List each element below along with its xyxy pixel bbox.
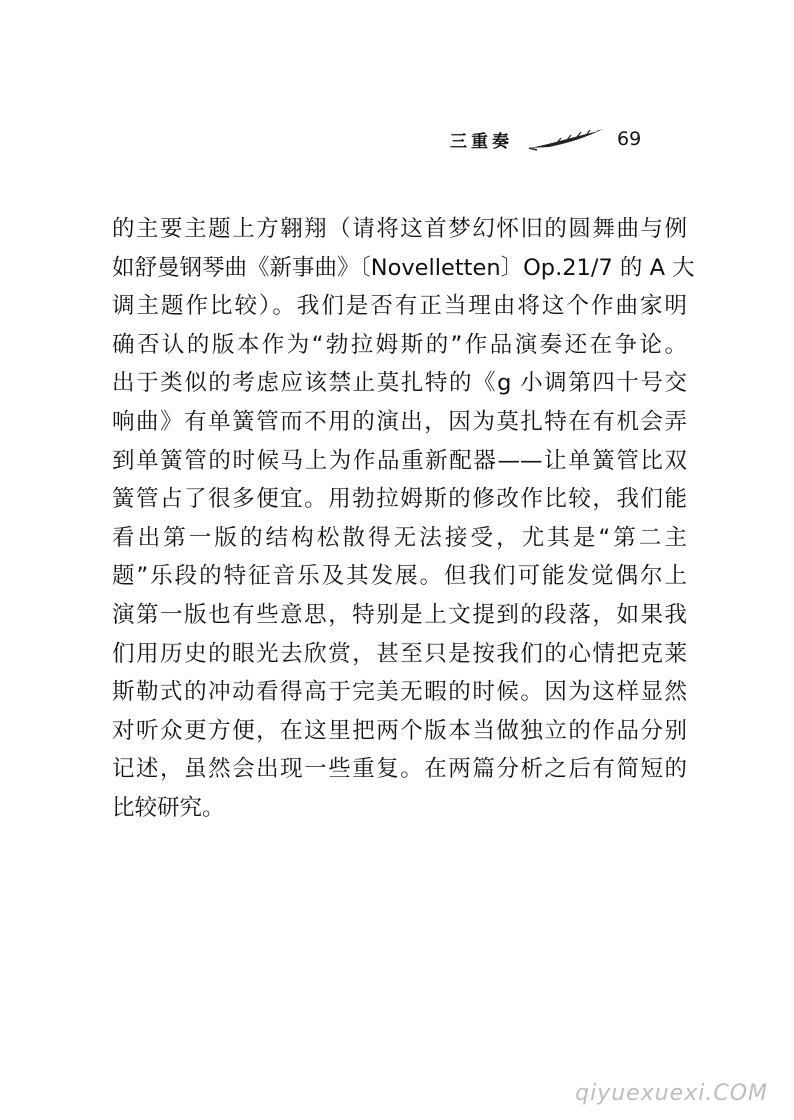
site-watermark: qiyuexuexi.COM [575,1081,768,1106]
text-line: 题”乐段的特征音乐及其发展。但我们可能发觉偶尔上 [112,563,687,590]
text-line: 记述，虽然会出现一些重复。在两篇分析之后有简短的 [112,756,687,783]
text-line: 看出第一版的结构松散得无法接受，尤其是“第二主 [112,524,687,551]
body-text [112,210,695,828]
text-line: 斯勒式的冲动看得高于完美无暇的时候。因为这样显然 [112,679,687,706]
text-line: 出于类似的考虑应该禁止莫扎特的《g 小调第四十号交 [112,370,687,397]
text-line: 对听众更方便，在这里把两个版本当做独立的作品分别 [112,717,687,744]
text-line: 的主要主题上方翱翔（请将这首梦幻怀旧的圆舞曲与例 [112,216,687,242]
text-line: 簧管占了很多便宜。用勃拉姆斯的修改作比较，我们能 [112,486,687,513]
text-line-last: 比较研究。 [112,794,225,821]
text-line: 们用历史的眼光去欣赏，甚至只是按我们的心情把克莱 [112,640,687,667]
quill-pen-icon [527,127,605,151]
text-line: 确否认的版本作为“勃拉姆斯的”作品演奏还在争论。 [112,331,687,358]
text-line: 如舒曼钢琴曲《新事曲》〔Novelletten〕Op.21/7 的 A 大 [112,254,695,281]
page-number: 69 [617,128,642,150]
text-line: 调主题作比较）。我们是否有正当理由将这个作曲家明 [112,293,687,320]
text-line: 响曲》有单簧管而不用的演出，因为莫扎特在有机会弄 [112,408,687,435]
text-line: 演第一版也有些意思，特别是上文提到的段落，如果我 [112,601,687,628]
running-title: 三重奏 [450,131,513,152]
running-header [450,124,641,154]
text-line: 到单簧管的时候马上为作品重新配器——让单簧管比双 [112,447,687,474]
